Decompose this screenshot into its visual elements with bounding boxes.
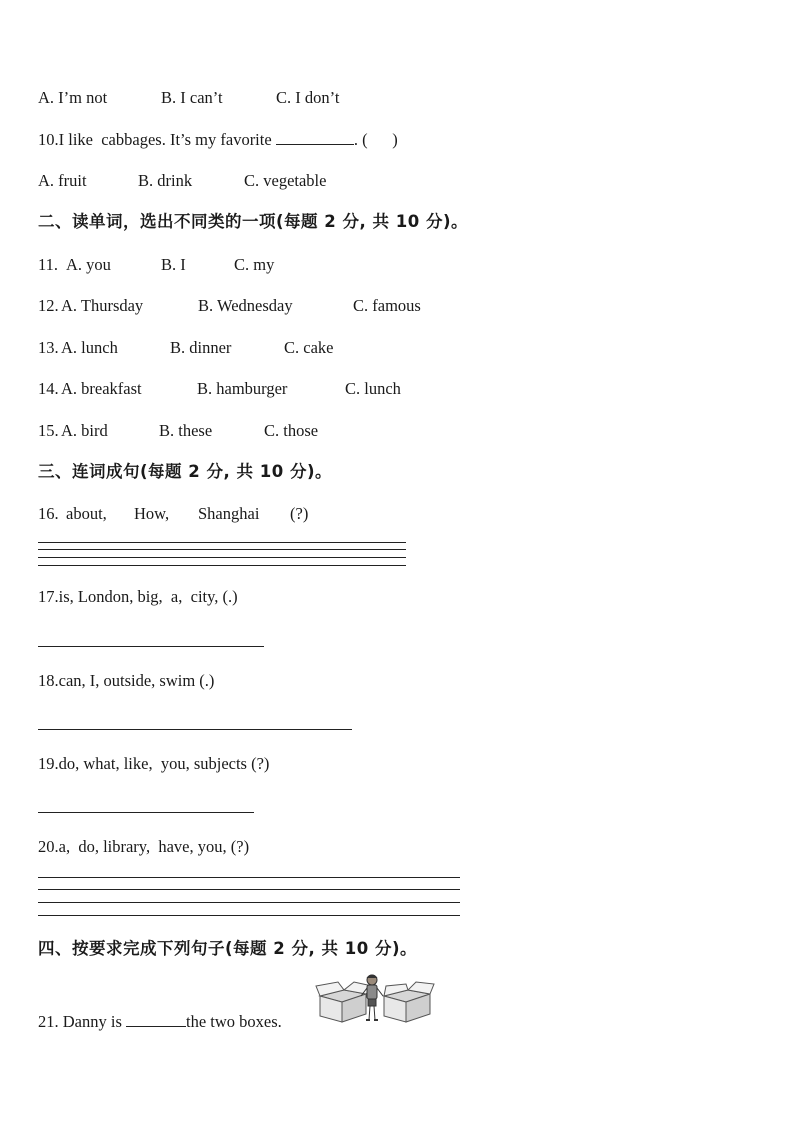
q10-question	[38, 130, 398, 150]
q10-option-c: C. vegetable	[244, 171, 327, 190]
right-box-icon	[384, 982, 434, 1022]
q15-option-a: A. bird	[61, 421, 108, 440]
q16-number: 16.	[38, 504, 59, 523]
section4-title: 四、按要求完成下列句子(每题 2 分, 共 10 分)。	[38, 939, 418, 958]
q20-writing-line-1[interactable]	[38, 877, 460, 878]
q13-option-c: C. cake	[284, 338, 334, 357]
q20-number: 20.	[38, 837, 59, 856]
q11-option-a: A. you	[66, 255, 111, 274]
q21-answer-blank[interactable]	[126, 1012, 186, 1027]
section2-title: 二、读单词，选出不同类的一项(每题 2 分, 共 10 分)。	[38, 212, 469, 231]
q14-option-c: C. lunch	[345, 379, 401, 398]
q16-writing-line-4[interactable]	[38, 565, 406, 566]
q20-row	[38, 837, 249, 857]
q13-option-b: B. dinner	[170, 338, 232, 357]
boy-between-boxes-illustration	[314, 970, 436, 1026]
q16-writing-line-3[interactable]	[38, 557, 406, 558]
q16-word-3: Shanghai	[198, 504, 260, 523]
q15-number: 15.	[38, 421, 59, 440]
q16-word-2: How,	[134, 504, 170, 523]
q12-option-a: A. Thursday	[61, 296, 144, 315]
q21-question	[38, 1012, 282, 1032]
q18-number: 18.	[38, 671, 59, 690]
q10-option-b: B. drink	[138, 171, 193, 190]
q16-word-4: (?)	[290, 504, 309, 523]
q14-row	[38, 379, 59, 399]
q20-text: a, do, library, have, you, (?)	[58, 837, 250, 856]
q10-text: I like cabbages. It’s my favorite	[58, 130, 276, 149]
q15-row	[38, 421, 59, 441]
q14-option-a: A. breakfast	[61, 379, 142, 398]
q20-writing-line-2[interactable]	[38, 889, 460, 890]
section3-title: 三、连词成句(每题 2 分, 共 10 分)。	[38, 462, 333, 481]
q13-row	[38, 338, 59, 358]
q18-answer-line[interactable]	[38, 729, 352, 730]
q21-after: the two boxes.	[186, 1012, 282, 1031]
q17-row	[38, 587, 238, 607]
q9-option-c: C. I don’t	[276, 88, 340, 107]
q9-option-b: B. I can’t	[161, 88, 223, 107]
q11-number: 11.	[38, 255, 59, 274]
q20-writing-line-4[interactable]	[38, 915, 460, 916]
q17-number: 17.	[38, 587, 59, 606]
q12-option-b: B. Wednesday	[198, 296, 293, 315]
q19-row	[38, 754, 269, 774]
q14-option-b: B. hamburger	[197, 379, 288, 398]
q18-row	[38, 671, 214, 691]
q11-row	[38, 255, 58, 275]
q15-option-b: B. these	[159, 421, 213, 440]
left-box-icon	[316, 982, 372, 1022]
q16-word-1: about,	[66, 504, 107, 523]
q19-number: 19.	[38, 754, 59, 773]
q16-writing-line-2[interactable]	[38, 549, 406, 550]
q12-number: 12.	[38, 296, 59, 315]
q10-tail: . ( )	[353, 130, 398, 149]
q18-text: can, I, outside, swim (.)	[58, 671, 215, 690]
q21-number: 21.	[38, 1012, 59, 1031]
q16-row	[38, 504, 59, 524]
q19-answer-line[interactable]	[38, 812, 254, 813]
q16-writing-line-1[interactable]	[38, 542, 406, 543]
q19-text: do, what, like, you, subjects (?)	[58, 754, 270, 773]
q13-option-a: A. lunch	[61, 338, 118, 357]
q10-option-a: A. fruit	[38, 171, 87, 190]
q17-answer-line[interactable]	[38, 646, 264, 647]
q10-answer-blank[interactable]	[276, 130, 354, 145]
q11-option-b: B. I	[161, 255, 186, 274]
q17-text: is, London, big, a, city, (.)	[58, 587, 238, 606]
q10-number: 10.	[38, 130, 59, 149]
q12-row	[38, 296, 59, 316]
q20-writing-line-3[interactable]	[38, 902, 460, 903]
q11-option-c: C. my	[234, 255, 275, 274]
q15-option-c: C. those	[264, 421, 319, 440]
q12-option-c: C. famous	[353, 296, 421, 315]
q13-number: 13.	[38, 338, 59, 357]
q21-before: Danny is	[58, 1012, 126, 1031]
q14-number: 14.	[38, 379, 59, 398]
q9-option-a: A. I’m not	[38, 88, 108, 107]
